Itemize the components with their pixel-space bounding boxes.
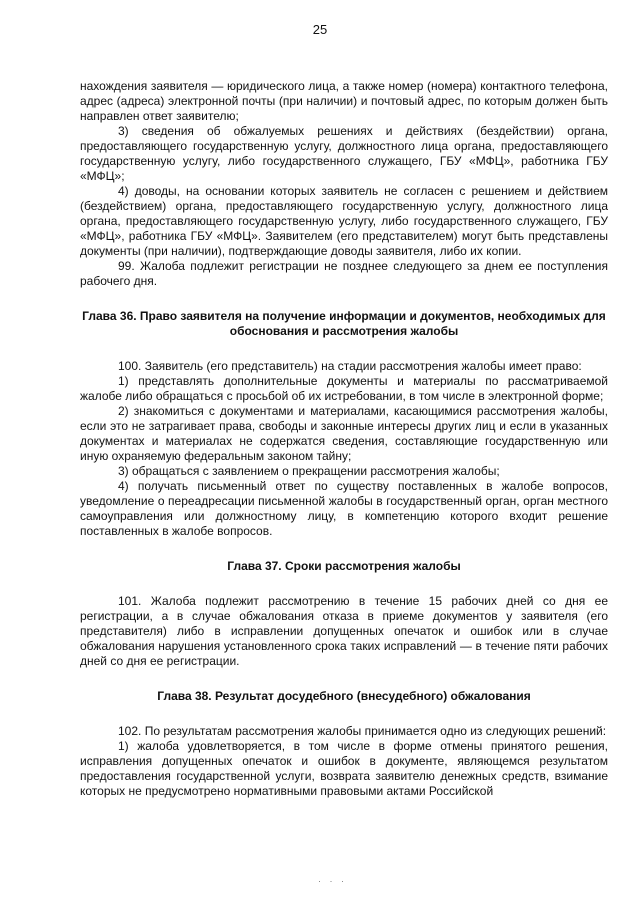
document-body [80,79,608,799]
page-number: 25 [312,22,328,37]
scan-artifact: · · · [318,876,347,886]
paragraph: 4) получать письменный ответ по существу поставленных в жалобе вопросов, уведомление о переадресации письменной жалобы в государственный орган, орган местного самоуправления или должностному лицу, в компетенцию которого входит решение поставленных в жалобе вопросов. [80,479,608,538]
paragraph: 3) сведения об обжалуемых решениях и действиях (бездействии) органа, предоставляющего государственную услугу, должностного лица органа, предоставляющего государственную услугу, либо государственного служащего, ГБУ «МФЦ», работника ГБУ «МФЦ»; [80,124,608,183]
chapter-heading-36: Глава 36. Право заявителя на получение информации и документов, необходимых для обоснования и рассмотрения жалобы [82,309,606,338]
paragraph: 102. По результатам рассмотрения жалобы принимается одно из следующих решений: [118,724,607,738]
paragraph: 4) доводы, на основании которых заявитель не согласен с решением и действием (бездействием) органа, предоставляющего государственную услугу, должностного лица органа, предоставляющего государственную услугу, либо государственного служащего, ГБУ «МФЦ», работника ГБУ «МФЦ». Заявителем (его представителем) могут быть представлены документы (при наличии), подтверждающие доводы заявителя, либо их копии. [80,184,608,258]
chapter-heading-37: Глава 37. Сроки рассмотрения жалобы [227,559,461,573]
paragraph: 100. Заявитель (его представитель) на стадии рассмотрения жалобы имеет право: [118,359,582,373]
paragraph: 1) представлять дополнительные документы и материалы по рассматриваемой жалобе либо обращаться с просьбой об их истребовании, в том числе в электронной форме; [80,374,608,403]
paragraph: нахождения заявителя — юридического лица, а также номер (номера) контактного телефона, адрес (адреса) электронной почты (при наличии) и почтовый адрес, по которым должен быть направлен ответ заявителю; [80,79,608,123]
paragraph: 1) жалоба удовлетворяется, в том числе в форме отмены принятого решения, исправления допущенных опечаток и ошибок в документе, являющемся результатом предоставления государственной услуги, возврата заявителю денежных средств, взимание которых не предусмотрено нормативными правовыми актами Российской [80,739,608,798]
paragraph: 101. Жалоба подлежит рассмотрению в течение 15 рабочих дней со дня ее регистрации, а в случае обжалования отказа в приеме документов у заявителя (его представителя) либо в исправлении допущенных опечаток и ошибок или в случае обжалования нарушения установленного срока таких исправлений — в течение пяти рабочих дней со дня ее регистрации. [80,594,608,668]
chapter-heading-38: Глава 38. Результат досудебного (внесудебного) обжалования [157,689,531,703]
paragraph: 3) обращаться с заявлением о прекращении рассмотрения жалобы; [118,464,500,478]
paragraph: 2) знакомиться с документами и материалами, касающимися рассмотрения жалобы, если это не затрагивает права, свободы и законные интересы других лиц и если в указанных документах и материалах не содержатся сведения, составляющие государственную или иную охраняемую федеральным законом тайну; [80,404,608,463]
paragraph: 99. Жалоба подлежит регистрации не позднее следующего за днем ее поступления рабочего дня. [80,259,608,288]
